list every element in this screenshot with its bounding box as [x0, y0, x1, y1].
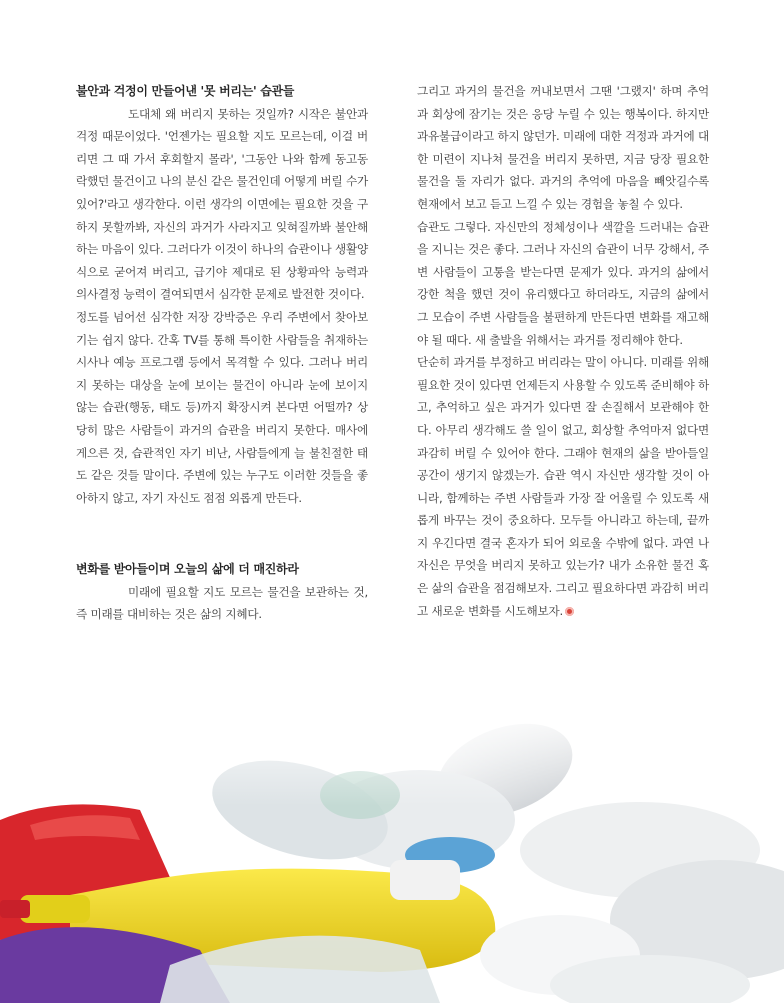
- body-paragraph: 그리고 과거의 물건을 꺼내보면서 그땐 '그랬지' 하며 추억과 회상에 잠기는 것은 응당 누릴 수 있는 행복이다. 하지만 과유불급이라고 하지 않던가. 미래에 대한 걱정과 과거에 대한 미련이 지나쳐 물건을 버리지 못하면, 지금 당장 필요한 물건을 둘 자리가 없다. 과거의 추억에 마음을 빼앗길수록 현재에서 보고 듣고 느낄 수 있는 경험을 놓칠 수 있다.: [417, 84, 709, 211]
- final-paragraph-text: 단순히 과거를 부정하고 버리라는 말이 아니다. 미래를 위해 필요한 것이 있다면 언제든지 사용할 수 있도록 준비해야 하고, 추억하고 싶은 과거가 있다면 잘 손질해서 보관해야 한다. 아무리 생각해도 쓸 일이 없고, 회상할 추억마저 없다면 과감히 버릴 수 있어야 한다. 그래야 현재의 삶을 받아들일 공간이 생기지 않겠는가. 습관 역시 자신만 생각할 것이 아니라, 함께하는 주변 사람들과 가장 잘 어울릴 수 있도록 새롭게 바꾸는 것이 중요하다. 모두들 아니라고 하는데, 끝까지 우긴다면 결국 혼자가 되어 외로울 수밖에 없다. 과연 나 자신은 무엇을 버리지 못하고 있는가? 내가 소유한 물건 혹은 삶의 습관을 점검해보자. 그리고 필요하다면 과감히 버리고 새로운 변화를 시도해보자.: [417, 355, 709, 618]
- body-paragraph: 도대체 왜 버리지 못하는 것일까? 시작은 불안과 걱정 때문이었다. '언젠가는 필요할 지도 모르는데, 이걸 버리면 그 때 가서 후회할지 몰라', '그동안 나와 함께 동고동락했던 물건이고 나의 분신 같은 물건인데 어떻게 버릴 수가 있어?'라고 생각한다. 이런 생각의 이면에는 필요한 것을 구하지 못할까봐, 자신의 과거가 사라지고 잊혀질까봐 불안해하는 마음이 있다. 그러다가 이것이 하나의 습관이나 생활양식으로 굳어져 버리고, 급기야 제대로 된 상황파악 능력과 의사결정 능력이 결여되면서 심각한 문제로 발전한 것이다.: [76, 106, 368, 302]
- body-paragraph: 정도를 넘어선 심각한 저장 강박증은 우리 주변에서 찾아보기는 쉽지 않다. 간혹 TV를 통해 특이한 사람들을 취재하는 시사나 예능 프로그램 등에서 목격할 수 있다. 그러나 버리지 못하는 대상을 눈에 보이는 물건이 아니라 눈에 보이지 않는 습관(행동, 태도 등)까지 확장시켜 본다면 어떨까? 상당히 많은 사람들이 과거의 습관을 버리지 못한다. 매사에 게으른 것, 습관적인 자기 비난, 사람들에게 늘 불친절한 태도 같은 것들 말이다. 주변에 있는 누구도 이러한 것들을 좋아하지 않고, 자기 자신도 점점 외롭게 만든다.: [76, 309, 368, 505]
- section-heading-change: 변화를 받아들이며 오늘의 삶에 더 매진하라: [76, 562, 299, 577]
- body-paragraph: 미래에 필요할 지도 모르는 물건을 보관하는 것, 즉 미래를 대비하는 것은 삶의 지혜다.: [76, 584, 368, 622]
- body-paragraph: 습관도 그렇다. 자신만의 정체성이나 색깔을 드러내는 습관을 지니는 것은 좋다. 그러나 자신의 습관이 너무 강해서, 주변 사람들이 고통을 받는다면 문제가 있다. 과거의 삶에서 강한 척을 했던 것이 유리했다고 하더라도, 지금의 삶에서 그 모습이 주변 사람들을 불편하게 만든다면 변화를 재고해야 될 때다. 새 출발을 위해서는 과거를 정리해야 한다.: [417, 219, 709, 347]
- plastic-bottles-photo: [0, 700, 784, 1003]
- section-heading-habits: 불안과 걱정이 만들어낸 '못 버리는' 습관들: [76, 84, 295, 98]
- left-column: [76, 80, 368, 626]
- section-spacer: [76, 509, 368, 558]
- end-mark-icon: [565, 607, 574, 616]
- right-column: [417, 80, 709, 622]
- body-paragraph-final: [417, 351, 709, 622]
